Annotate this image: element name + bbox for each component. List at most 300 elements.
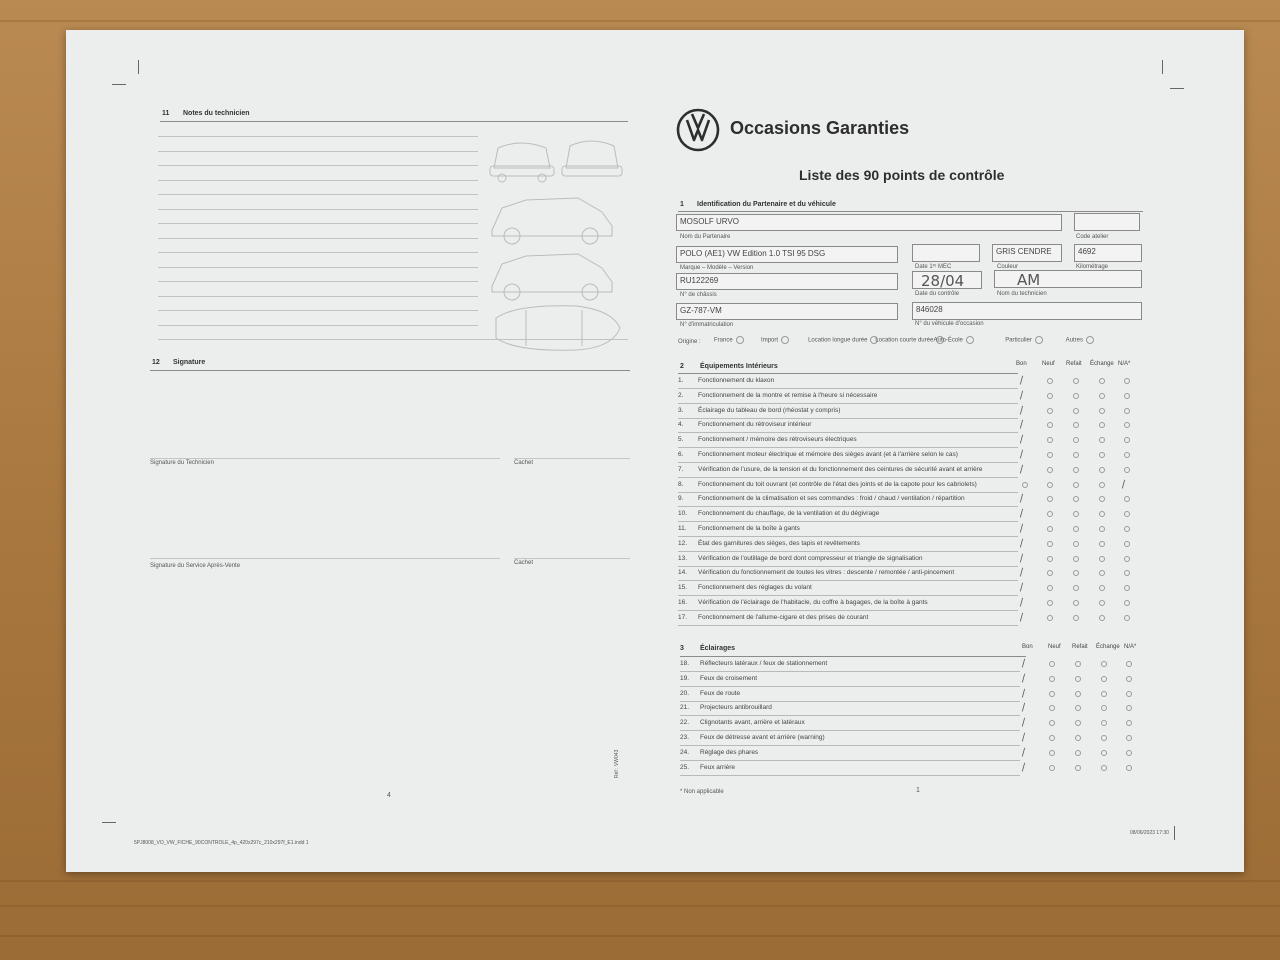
item-label: Feux de croisement	[700, 674, 758, 682]
item-number: 7.	[678, 465, 684, 473]
radio-na[interactable]	[1124, 393, 1130, 399]
lighting-section-number: 3	[680, 645, 684, 652]
radio-change[interactable]	[1099, 511, 1105, 517]
note-line	[158, 151, 478, 152]
chassis-label: N° de châssis	[680, 292, 717, 298]
radio-na[interactable]	[1124, 422, 1130, 428]
interior-column-headers	[1016, 361, 1146, 371]
service-signature-label: Signature du Service Après-Vente	[150, 563, 241, 569]
checklist-row	[678, 374, 1148, 389]
model-label: Marque – Modèle – Version	[680, 265, 754, 271]
column-header: N/A*	[1118, 361, 1131, 367]
radio-change[interactable]	[1101, 735, 1107, 741]
radio-na[interactable]	[1124, 467, 1130, 473]
radio-change[interactable]	[1101, 765, 1107, 771]
radio-neuf[interactable]	[1049, 735, 1055, 741]
form-sheet	[66, 30, 1244, 872]
checkmark-bon[interactable]: /	[1018, 611, 1025, 624]
checklist-row	[678, 537, 1148, 552]
item-label: Fonctionnement de l'allume-cigare et des prises de courant	[698, 613, 869, 621]
origin-option[interactable]	[761, 336, 789, 344]
item-number: 15.	[678, 584, 688, 592]
origin-option[interactable]	[1066, 336, 1094, 344]
checklist-row	[678, 418, 1148, 433]
radio-refait[interactable]	[1073, 408, 1079, 414]
model-field[interactable]: POLO (AE1) VW Edition 1.0 TSI 95 DSG	[676, 246, 898, 263]
radio-neuf[interactable]	[1049, 691, 1055, 697]
radio-na[interactable]	[1124, 541, 1130, 547]
notes-section-number: 11	[162, 110, 170, 117]
origin-radio[interactable]	[781, 336, 789, 344]
item-number: 21.	[680, 704, 690, 712]
radio-refait[interactable]	[1073, 482, 1079, 488]
note-line	[158, 296, 478, 297]
radio-refait[interactable]	[1073, 422, 1079, 428]
chassis-field[interactable]: RU122269	[676, 273, 898, 290]
radio-na[interactable]	[1126, 735, 1132, 741]
radio-refait[interactable]	[1073, 467, 1079, 473]
radio-change[interactable]	[1099, 600, 1105, 606]
code-atelier-field[interactable]	[1074, 213, 1140, 231]
checkmark-bon[interactable]: /	[1018, 537, 1025, 550]
checklist-row	[680, 657, 1150, 672]
origin-option[interactable]	[1005, 336, 1043, 344]
column-header: Neuf	[1042, 361, 1055, 367]
note-line	[158, 325, 478, 326]
radio-neuf[interactable]	[1049, 676, 1055, 682]
file-footer: 5PJ8008_VO_VW_FICHE_90CONTROLE_4p_420x297c_210x297f_E1.indd 1	[134, 840, 309, 846]
item-number: 13.	[678, 554, 688, 562]
radio-na[interactable]	[1124, 511, 1130, 517]
reference-code: Réf : VW043	[614, 749, 620, 778]
radio-refait[interactable]	[1073, 570, 1079, 576]
row-divider	[680, 775, 1020, 776]
item-number: 25.	[680, 763, 690, 771]
crop-mark	[1174, 826, 1175, 840]
checkmark-bon[interactable]: /	[1020, 672, 1027, 685]
item-number: 20.	[680, 689, 690, 697]
checklist-row	[678, 566, 1148, 581]
radio-change[interactable]	[1099, 482, 1105, 488]
form-title: Liste des 90 points de contrôle	[799, 167, 1005, 183]
origin-radio[interactable]	[1035, 336, 1043, 344]
color-field[interactable]: GRIS CENDRE	[992, 244, 1062, 262]
radio-change[interactable]	[1101, 676, 1107, 682]
item-label: Fonctionnement de la climatisation et ses commandes : froid / chaud / ventilation / répartition	[698, 495, 965, 503]
ident-header-rule	[678, 211, 1143, 212]
note-line	[158, 223, 478, 224]
origin-options	[714, 336, 1134, 348]
item-number: 3.	[678, 406, 684, 414]
checkmark-bon[interactable]: /	[1020, 687, 1027, 700]
checkmark-bon[interactable]: /	[1018, 389, 1025, 402]
column-header: Échange	[1090, 361, 1114, 367]
ident-section-number: 1	[680, 201, 684, 208]
checkmark-bon[interactable]: /	[1018, 552, 1025, 565]
radio-change[interactable]	[1101, 750, 1107, 756]
item-number: 1.	[678, 377, 684, 384]
crop-mark	[102, 822, 116, 823]
origin-option[interactable]	[714, 336, 744, 344]
cachet-label-2: Cachet	[514, 560, 534, 566]
radio-neuf[interactable]	[1047, 437, 1053, 443]
radio-neuf[interactable]	[1049, 720, 1055, 726]
item-label: Vérification de l'outillage de bord dont compresseur et triangle de signalisation	[698, 554, 923, 562]
checkmark-bon[interactable]: /	[1018, 596, 1025, 610]
checkmark-bon[interactable]: /	[1018, 419, 1025, 432]
radio-change[interactable]	[1099, 378, 1105, 384]
item-number: 4.	[678, 421, 684, 429]
radio-change[interactable]	[1099, 408, 1105, 414]
radio-neuf[interactable]	[1047, 585, 1053, 591]
origin-radio[interactable]	[1086, 336, 1094, 344]
item-number: 17.	[678, 613, 688, 621]
checkmark-bon[interactable]: /	[1020, 746, 1027, 759]
left-page-number: 4	[387, 792, 391, 799]
radio-refait[interactable]	[1075, 705, 1081, 711]
radio-change[interactable]	[1099, 615, 1105, 621]
radio-na[interactable]	[1124, 437, 1130, 443]
item-label: Fonctionnement moteur électrique et mémoire des sièges avant (et à l'arrière selon le cas)	[698, 451, 958, 458]
notes-section-title: Notes du technicien	[183, 110, 250, 117]
radio-refait[interactable]	[1073, 585, 1079, 591]
item-label: Fonctionnement de la montre et remise à l'heure si nécessaire	[698, 391, 878, 399]
item-number: 5.	[678, 436, 684, 444]
mec-field[interactable]	[912, 244, 980, 262]
print-date-footer: 08/06/2023 17:30	[1130, 830, 1169, 836]
radio-refait[interactable]	[1073, 393, 1079, 399]
item-label: Feux de détresse avant et arrière (warning)	[700, 734, 825, 741]
radio-na[interactable]	[1126, 765, 1132, 771]
radio-na[interactable]	[1124, 600, 1130, 606]
immat-label: N° d'immatriculation	[680, 322, 734, 328]
radio-change[interactable]	[1099, 526, 1105, 532]
column-header: N/A*	[1124, 644, 1137, 650]
radio-neuf[interactable]	[1047, 393, 1053, 399]
origin-option-label: Location longue durée	[808, 337, 868, 344]
item-number: 16.	[678, 599, 688, 606]
radio-refait[interactable]	[1075, 661, 1081, 667]
mec-label: Date 1ʳᵉ MEC	[915, 264, 952, 270]
checkmark-bon[interactable]: /	[1018, 448, 1025, 462]
radio-change[interactable]	[1099, 541, 1105, 547]
radio-change[interactable]	[1099, 556, 1105, 562]
radio-refait[interactable]	[1073, 526, 1079, 532]
radio-neuf[interactable]	[1047, 452, 1053, 458]
item-number: 9.	[678, 495, 684, 503]
ident-section-title: Identification du Partenaire et du véhicule	[697, 201, 836, 208]
signature-section-number: 12	[152, 359, 160, 366]
item-label: Fonctionnement du rétroviseur intérieur	[698, 421, 812, 429]
radio-refait[interactable]	[1075, 765, 1081, 771]
checkmark-bon[interactable]: /	[1018, 374, 1025, 388]
checkmark-bon[interactable]: /	[1018, 463, 1025, 476]
radio-na[interactable]	[1124, 526, 1130, 532]
radio-neuf[interactable]	[1047, 496, 1053, 502]
item-label: Vérification de l'usure, de la tension et du fonctionnement des ceintures de sécurité avant et arrière	[698, 465, 983, 473]
radio-neuf[interactable]	[1047, 570, 1053, 576]
checklist-row	[680, 761, 1150, 776]
checkmark-bon[interactable]: /	[1020, 731, 1027, 745]
radio-na[interactable]	[1126, 750, 1132, 756]
radio-change[interactable]	[1099, 422, 1105, 428]
radio-na[interactable]	[1126, 720, 1132, 726]
radio-na[interactable]	[1124, 556, 1130, 562]
item-number: 12.	[678, 539, 688, 547]
radio-refait[interactable]	[1073, 556, 1079, 562]
crop-mark	[1162, 60, 1163, 74]
crop-mark	[112, 84, 126, 85]
radio-neuf[interactable]	[1047, 467, 1053, 473]
item-label: État des garnitures des sièges, des tapis et revêtements	[698, 539, 860, 547]
radio-neuf[interactable]	[1047, 422, 1053, 428]
radio-refait[interactable]	[1073, 378, 1079, 384]
column-header: Bon	[1016, 361, 1027, 367]
radio-neuf[interactable]	[1047, 408, 1053, 414]
checklist-row	[678, 552, 1148, 567]
service-signature-line	[150, 558, 500, 559]
item-label: Fonctionnement des réglages du volant	[698, 584, 812, 592]
item-label: Réglage des phares	[700, 748, 759, 756]
item-label: Fonctionnement / mémoire des rétroviseurs électriques	[698, 436, 857, 444]
checkmark-bon[interactable]: /	[1018, 508, 1025, 521]
radio-na[interactable]	[1124, 615, 1130, 621]
car-diagrams	[486, 128, 636, 358]
item-label: Fonctionnement du toit ouvrant (et contrôle de l'état des joints et de la capote pour les cabriolets)	[698, 480, 977, 488]
origin-option-label: France	[714, 337, 733, 344]
radio-neuf[interactable]	[1047, 556, 1053, 562]
column-header: Échange	[1096, 644, 1120, 650]
item-number: 10.	[678, 510, 688, 518]
radio-na[interactable]	[1124, 452, 1130, 458]
origin-option-label: Auto-École	[933, 337, 963, 344]
checklist-row	[678, 433, 1148, 448]
km-field[interactable]: 4692	[1074, 244, 1142, 262]
radio-change[interactable]	[1099, 437, 1105, 443]
radio-na[interactable]	[1124, 496, 1130, 502]
radio-refait[interactable]	[1073, 511, 1079, 517]
right-page-number: 1	[916, 787, 920, 794]
item-label: Fonctionnement de la boîte à gants	[698, 525, 800, 532]
radio-na[interactable]	[1124, 585, 1130, 591]
checklist-row	[678, 478, 1148, 493]
radio-na[interactable]	[1126, 705, 1132, 711]
checklist-row	[678, 389, 1148, 404]
occasion-field[interactable]: 846028	[912, 302, 1142, 320]
brand-name: Occasions Garanties	[730, 118, 910, 138]
item-label: Éclairage du tableau de bord (rhéostat y compris)	[698, 406, 841, 414]
cachet-line-2	[514, 558, 630, 559]
radio-neuf[interactable]	[1047, 511, 1053, 517]
checkmark-bon[interactable]: /	[1018, 404, 1025, 417]
radio-refait[interactable]	[1075, 735, 1081, 741]
item-label: Feux arrière	[700, 763, 736, 771]
cachet-label-1: Cachet	[514, 460, 534, 466]
km-label: Kilométrage	[1076, 264, 1109, 270]
item-number: 6.	[678, 451, 684, 458]
item-label: Feux de route	[700, 689, 741, 697]
radio-refait[interactable]	[1075, 720, 1081, 726]
item-label: Vérification du fonctionnement de toutes les vitres : descente / remontée / anti-pincement	[698, 569, 955, 577]
technician-signature-label: Signature du Technicien	[150, 460, 214, 466]
origine-label: Origine :	[678, 339, 701, 345]
radio-neuf[interactable]	[1047, 615, 1053, 621]
note-line	[158, 194, 478, 195]
note-line	[158, 281, 478, 282]
note-line	[158, 209, 478, 210]
checkmark-na[interactable]: /	[1120, 478, 1127, 491]
checklist-row	[678, 507, 1148, 522]
radio-change[interactable]	[1099, 496, 1105, 502]
radio-refait[interactable]	[1075, 676, 1081, 682]
radio-bon[interactable]	[1022, 482, 1028, 488]
checkmark-bon[interactable]: /	[1020, 702, 1027, 715]
checklist-row	[678, 463, 1148, 478]
checkmark-bon[interactable]: /	[1020, 761, 1027, 774]
checklist-row	[678, 581, 1148, 596]
radio-na[interactable]	[1126, 661, 1132, 667]
radio-refait[interactable]	[1073, 541, 1079, 547]
radio-na[interactable]	[1124, 408, 1130, 414]
radio-na[interactable]	[1126, 691, 1132, 697]
radio-refait[interactable]	[1075, 750, 1081, 756]
item-number: 24.	[680, 748, 690, 756]
crop-mark	[138, 60, 139, 74]
radio-change[interactable]	[1101, 691, 1107, 697]
checklist-row	[678, 448, 1148, 463]
code-atelier-label: Code atelier	[1076, 234, 1109, 240]
checkmark-bon[interactable]: /	[1020, 717, 1027, 730]
origin-radio[interactable]	[966, 336, 974, 344]
control-date-label: Date du contrôle	[915, 291, 960, 297]
footnote: * Non applicable	[680, 789, 724, 795]
origin-option-label: Import	[761, 337, 779, 344]
item-label: Fonctionnement du klaxon	[698, 377, 775, 384]
radio-na[interactable]	[1126, 676, 1132, 682]
cachet-line-1	[514, 458, 630, 459]
partner-field[interactable]: MOSOLF URVO	[676, 214, 1062, 231]
checkmark-bon[interactable]: /	[1018, 434, 1025, 447]
origin-option-label: Location courte durée	[875, 337, 934, 344]
item-number: 19.	[680, 674, 690, 682]
checklist-row	[680, 687, 1150, 702]
checklist-row	[680, 716, 1150, 731]
radio-neuf[interactable]	[1049, 765, 1055, 771]
radio-refait[interactable]	[1073, 496, 1079, 502]
radio-change[interactable]	[1099, 467, 1105, 473]
checklist-row	[678, 492, 1148, 507]
checkmark-bon[interactable]: /	[1018, 582, 1025, 595]
technician-name-label: Nom du technicien	[997, 291, 1047, 297]
interior-section-title: Équipements Intérieurs	[700, 363, 778, 370]
item-number: 2.	[678, 391, 684, 399]
column-header: Refait	[1072, 644, 1088, 650]
radio-neuf[interactable]	[1049, 661, 1055, 667]
radio-change[interactable]	[1099, 585, 1105, 591]
note-line	[158, 136, 478, 137]
item-number: 18.	[680, 660, 690, 667]
radio-na[interactable]	[1124, 378, 1130, 384]
radio-refait[interactable]	[1073, 437, 1079, 443]
checkmark-bon[interactable]: /	[1018, 567, 1025, 580]
note-line	[158, 180, 478, 181]
note-line	[158, 267, 478, 268]
checklist-row	[678, 611, 1148, 626]
lighting-column-headers	[1022, 644, 1152, 654]
checkmark-bon[interactable]: /	[1018, 522, 1025, 536]
radio-change[interactable]	[1101, 661, 1107, 667]
item-label: Réflecteurs latéraux / feux de stationnement	[700, 660, 828, 667]
row-divider	[678, 625, 1018, 626]
origin-option-label: Autres	[1065, 337, 1084, 344]
item-number: 8.	[678, 480, 684, 488]
checklist-row	[678, 404, 1148, 419]
checkmark-bon[interactable]: /	[1020, 657, 1027, 671]
signature-section-title: Signature	[173, 359, 206, 366]
radio-neuf[interactable]	[1049, 705, 1055, 711]
radio-neuf[interactable]	[1047, 541, 1053, 547]
radio-neuf[interactable]	[1047, 482, 1053, 488]
checklist-row	[680, 701, 1150, 716]
radio-change[interactable]	[1101, 705, 1107, 711]
origin-option[interactable]	[934, 336, 974, 344]
origin-option[interactable]	[808, 336, 878, 344]
checklist-row	[678, 596, 1148, 611]
note-line	[158, 252, 478, 253]
radio-change[interactable]	[1101, 720, 1107, 726]
notes-header-rule	[160, 121, 628, 122]
radio-na[interactable]	[1124, 570, 1130, 576]
radio-refait[interactable]	[1073, 600, 1079, 606]
item-label: Fonctionnement du chauffage, de la ventilation et du dégivrage	[698, 510, 880, 518]
item-label: Clignotants avant, arrière et latéraux	[700, 719, 805, 727]
radio-neuf[interactable]	[1049, 750, 1055, 756]
radio-change[interactable]	[1099, 393, 1105, 399]
radio-refait[interactable]	[1073, 452, 1079, 458]
control-date-field[interactable]: 28/04	[912, 271, 982, 289]
radio-neuf[interactable]	[1047, 600, 1053, 606]
interior-section-number: 2	[680, 363, 684, 370]
item-number: 22.	[680, 719, 690, 727]
item-label: Vérification de l'éclairage de l'habitacle, du coffre à bagages, de la boîte à gants	[698, 599, 928, 606]
column-header: Bon	[1022, 644, 1033, 650]
radio-refait[interactable]	[1075, 691, 1081, 697]
immat-field[interactable]: GZ-787-VM	[676, 303, 898, 320]
item-label: Projecteurs antibrouillard	[700, 704, 772, 712]
checklist-row	[680, 731, 1150, 746]
color-label: Couleur	[997, 264, 1019, 270]
technician-signature-line	[150, 458, 500, 459]
radio-neuf[interactable]	[1047, 378, 1053, 384]
radio-neuf[interactable]	[1047, 526, 1053, 532]
item-number: 23.	[680, 734, 690, 741]
origin-option-label: Particulier	[1005, 337, 1032, 344]
item-number: 11.	[678, 525, 687, 532]
radio-refait[interactable]	[1073, 615, 1079, 621]
checklist-row	[680, 672, 1150, 687]
note-line	[158, 238, 478, 239]
technician-name-field[interactable]: AM	[994, 270, 1142, 288]
origin-radio[interactable]	[736, 336, 744, 344]
occasion-label: N° du véhicule d'occasion	[915, 321, 984, 327]
lighting-section-title: Éclairages	[700, 645, 736, 652]
checkmark-bon[interactable]: /	[1018, 493, 1025, 506]
note-line	[158, 310, 478, 311]
radio-change[interactable]	[1099, 452, 1105, 458]
checklist-row	[680, 746, 1150, 761]
signature-header-rule	[150, 370, 630, 371]
radio-change[interactable]	[1099, 570, 1105, 576]
